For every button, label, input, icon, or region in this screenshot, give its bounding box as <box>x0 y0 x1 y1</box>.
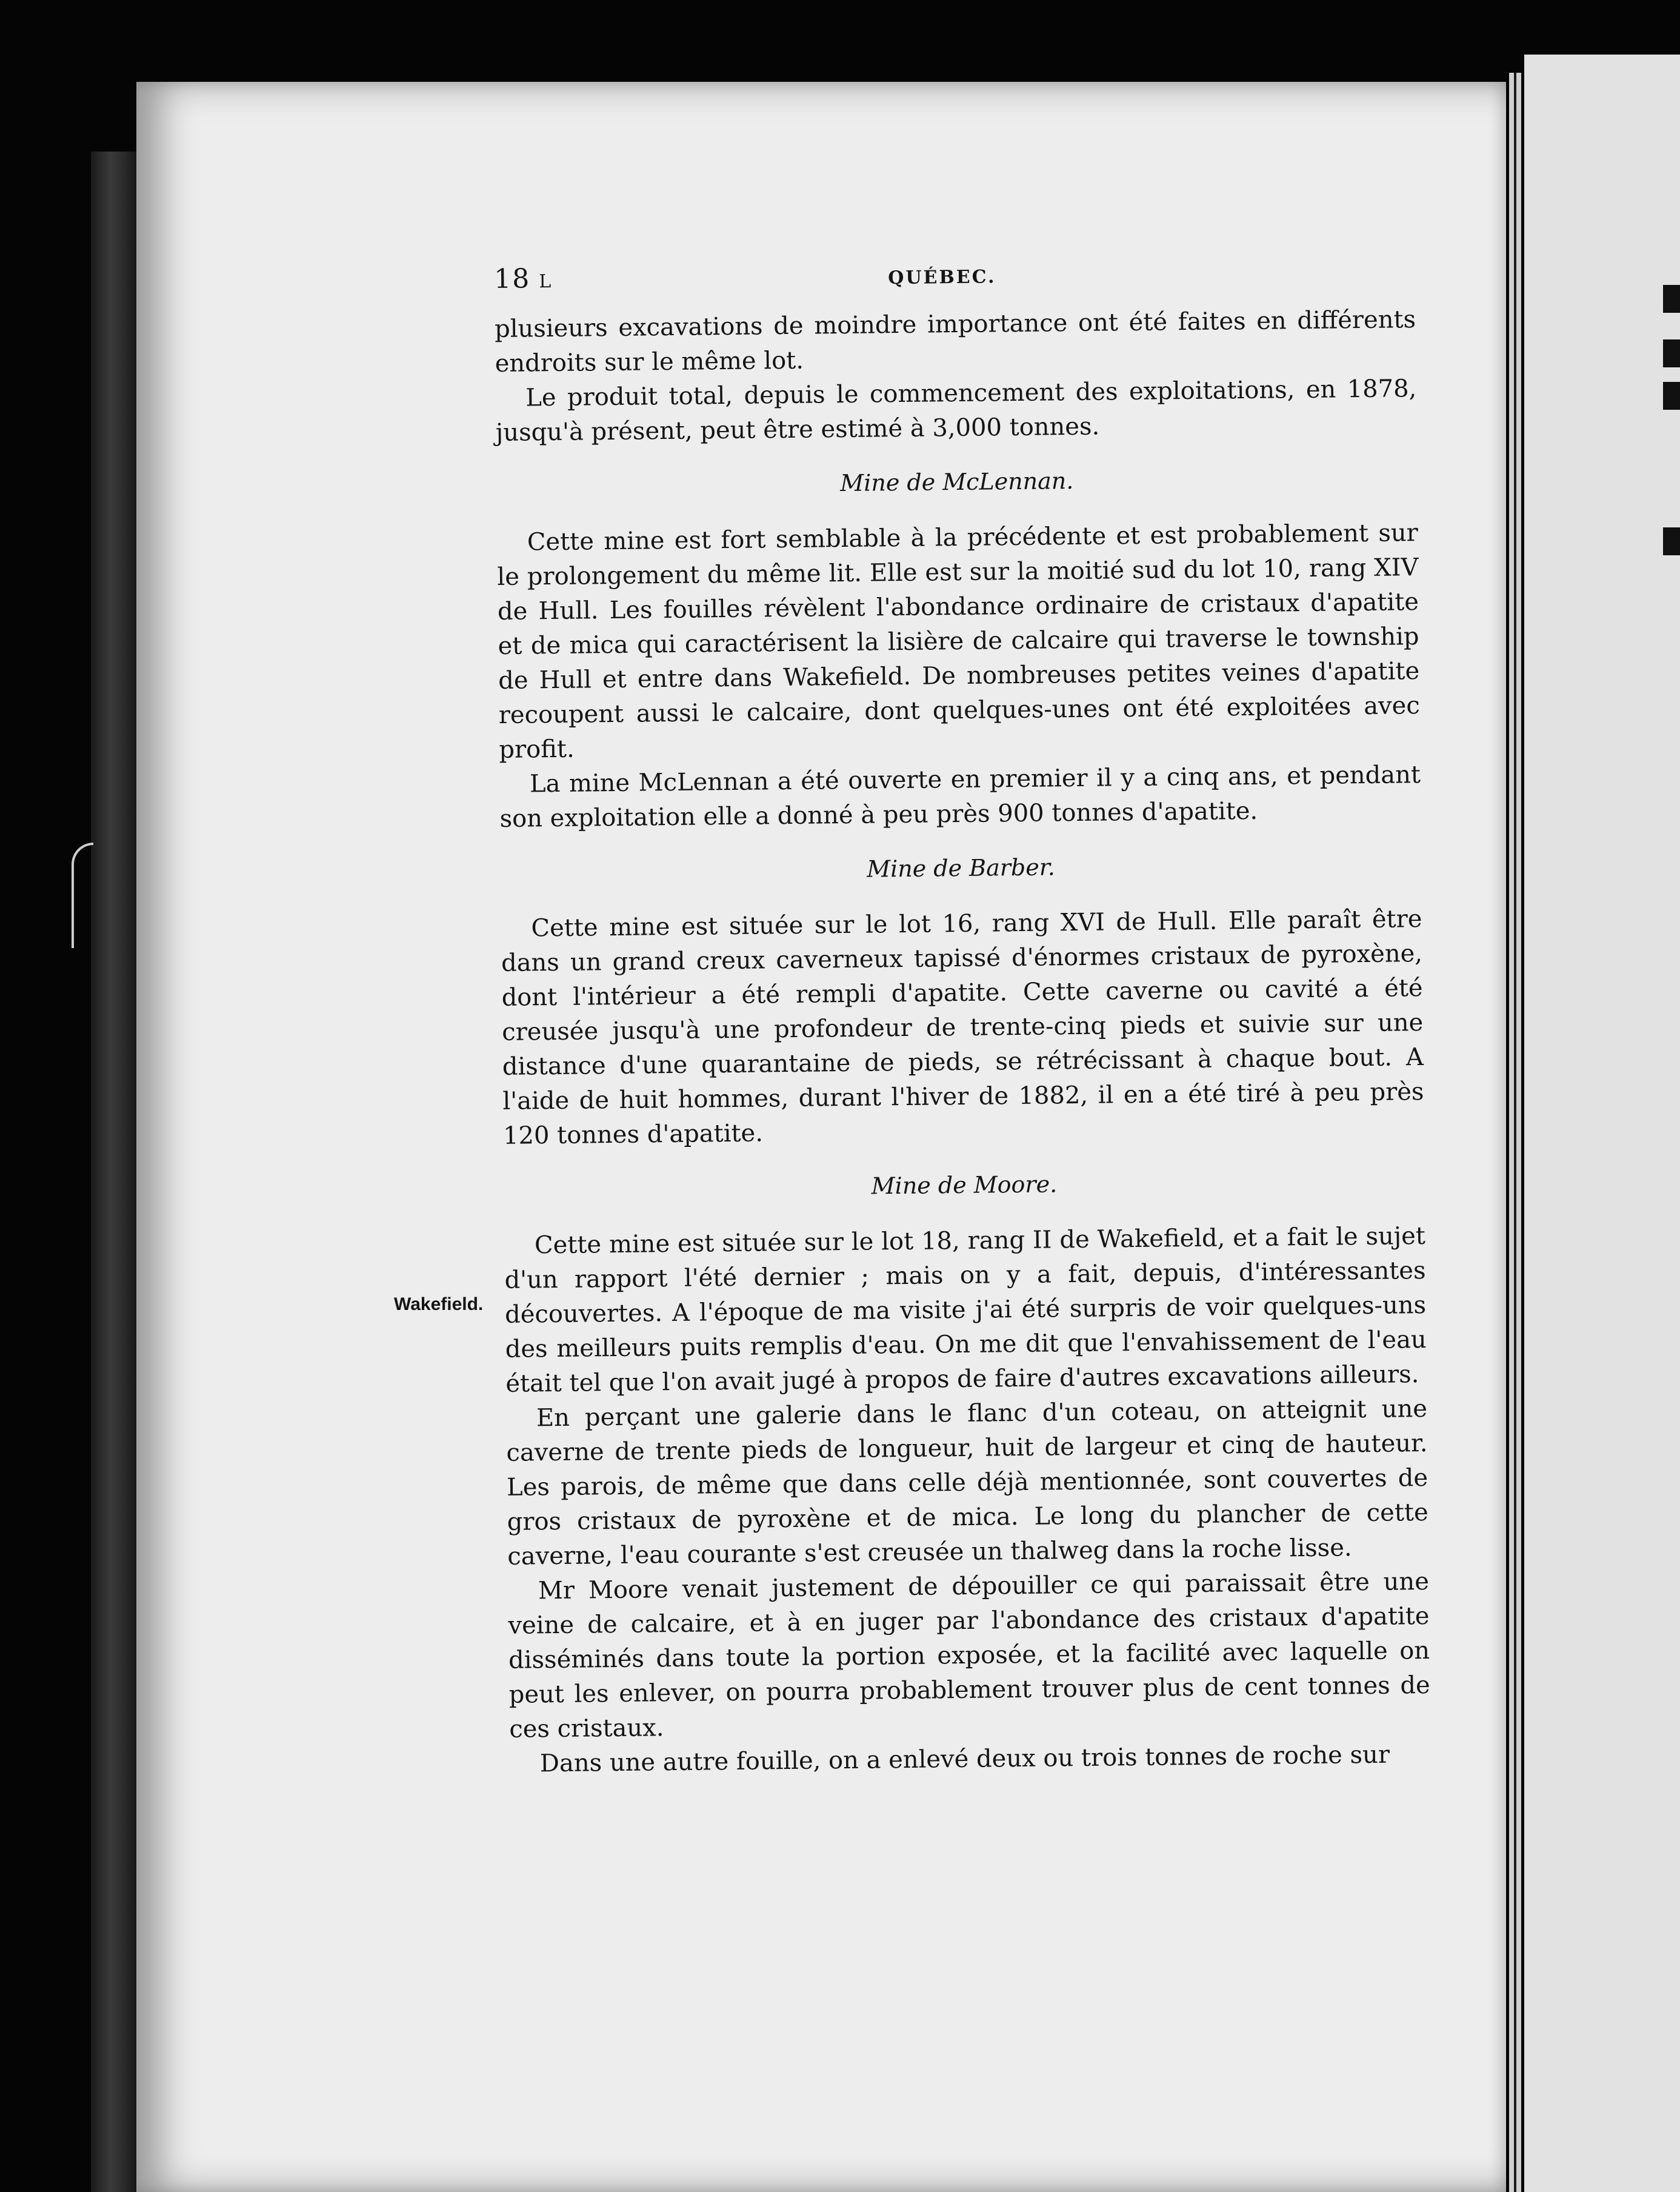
book-spine-shadow <box>91 152 139 2192</box>
paragraph: Cette mine est située sur le lot 16, rang XVI de Hull. Elle paraît être dans un grand creux caverneux tapissé d'énormes cristaux de pyroxène, dont l'intérieur a été rempli d'apatite. Cette caverne ou cavité a été creusée jusqu'à une profondeur de trente-cinq pieds et suivie sur une distance d'une quarantaine de pieds, se rétrécissant à chaque bout. A l'aide de huit hommes, durant l'hiver de 1882, il en a été tiré à peu près 120 tonnes d'apatite. <box>501 905 1424 1150</box>
page-number <box>494 259 888 295</box>
section-heading-moore: Mine de Moore. <box>871 1171 1058 1200</box>
adjacent-page-glyph <box>1663 285 1680 313</box>
paragraph: Mr Moore venait justement de dépouiller ce qui paraissait être une veine de calcaire, et à en juger par l'abondance des cristaux d'apatite disséminés dans toute la portion exposée, et la facilité avec laquelle on peut les enlever, on pourra probablement trouver plus de cent tonnes de ces cristaux. <box>508 1567 1430 1743</box>
margin-note-wakefield: Wakefield. <box>394 1294 484 1314</box>
adjacent-page-glyph <box>1663 339 1680 367</box>
section-heading-mclennan: Mine de McLennan. <box>840 467 1074 497</box>
paragraph: plusieurs excavations de moindre importance ont été faites en différents endroits sur le même lot. <box>494 306 1416 378</box>
adjacent-page <box>1524 55 1680 2192</box>
page-edge <box>1509 73 1521 2192</box>
paragraph: Le produit total, depuis le commencement des exploitations, en 1878, jusqu'à présent, peut être estimé à 3,000 tonnes. <box>495 375 1417 447</box>
adjacent-page-glyph <box>1663 527 1680 555</box>
section-heading-barber: Mine de Barber. <box>866 854 1056 883</box>
paragraph: La mine McLennan a été ouverte en premier il y a cinq ans, et pendant son exploitation elle a donné à peu près 900 tonnes d'apatite. <box>499 761 1421 833</box>
page-number-suffix: L <box>539 270 553 293</box>
page-text <box>494 254 1431 1782</box>
paragraph: En perçant une galerie dans le flanc d'un coteau, on atteignit une caverne de trente pieds de longueur, huit de largeur et cinq de hauteur. Les parois, de même que dans celle déjà mentionnée, sont couvertes de gros cristaux de pyroxène et de mica. Le long du plancher de cette caverne, l'eau courante s'est creusée un thalweg dans la roche lisse. <box>506 1394 1428 1571</box>
running-title: QUÉBEC. <box>888 266 996 289</box>
paragraph: Cette mine est située sur le lot 18, rang II de Wakefield, et a fait le sujet d'un rapport l'été dernier ; mais on y a fait, depuis, d'intéressantes découvertes. A l'époque de ma visite j'ai été surpris de voir quelques-uns des meilleurs puits remplis d'eau. On me dit que l'envahissement de l'eau était tel que l'on avait jugé à propos de faire d'autres excavations ailleurs. <box>504 1221 1427 1398</box>
page-number-value: 18 <box>494 263 531 295</box>
adjacent-page-glyph <box>1663 382 1680 410</box>
paragraph: Dans une autre fouille, on a enlevé deux ou trois tonnes de roche sur <box>539 1740 1390 1778</box>
paragraph: Cette mine est fort semblable à la précédente et est probablement sur le prolongement du même lit. Elle est sur la moitié sud du lot 10, rang XIV de Hull. Les fouilles révèlent l'abondance ordinaire de cristaux d'apatite et de mica qui caractérisent la lisière de calcaire qui traverse le township de Hull et entre dans Wakefield. De nombreuses petites veines d'apatite recoupent aussi le calcaire, dont quelques-unes ont été exploitées avec profit. <box>497 519 1420 764</box>
margin-mark <box>72 843 93 948</box>
